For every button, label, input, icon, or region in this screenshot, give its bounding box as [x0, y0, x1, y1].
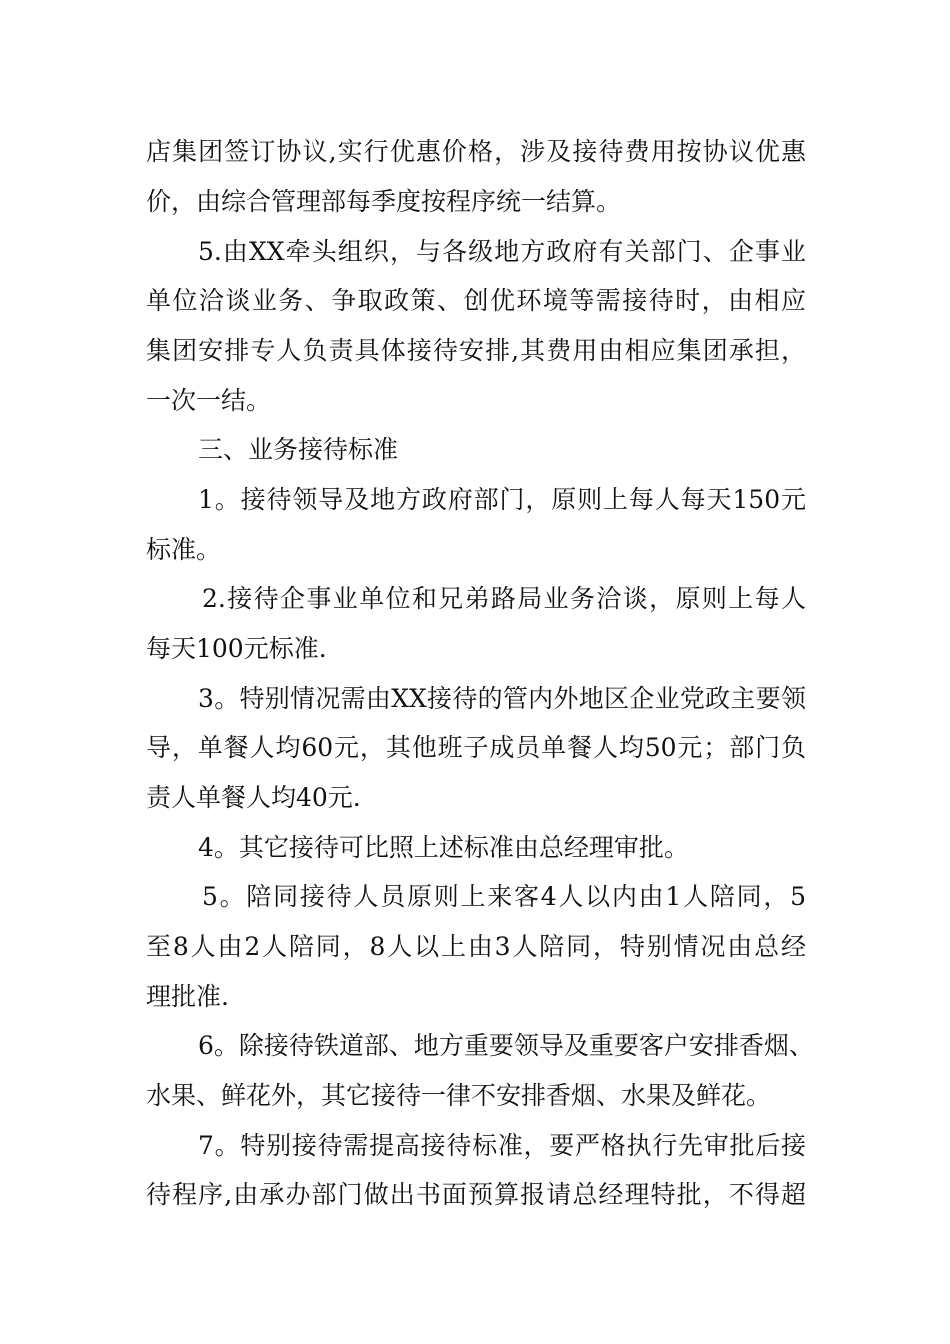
- body-text-line: 水果、鲜花外，其它接待一律不安排香烟、水果及鲜花。: [146, 1081, 772, 1110]
- section-heading: 三、业务接待标准: [198, 435, 399, 464]
- item-4-line: 4。其它接待可比照上述标准由总经理审批。: [198, 833, 689, 862]
- body-text-line: 单位洽谈业务、争取政策、创优环境等需接待时，由相应: [146, 286, 806, 315]
- body-text-line: 责人单餐人均40元.: [146, 783, 361, 812]
- body-text-line: 一次一结。: [146, 386, 272, 415]
- body-text-line: 集团安排专人负责具体接待安排,其费用由相应集团承担，: [146, 336, 806, 365]
- item-6-line: 6。除接待铁道部、地方重要领导及重要客户安排香烟、: [198, 1031, 814, 1060]
- item-1-line: 1。接待领导及地方政府部门，原则上每人每天150元: [198, 485, 806, 514]
- body-text-line: 价，由综合管理部每季度按程序统一结算。: [146, 187, 622, 216]
- item-3-line: 3。特别情况需由XX接待的管内外地区企业党政主要领: [198, 684, 806, 713]
- body-text-line: 店集团签订协议,实行优惠价格，涉及接待费用按协议优惠: [146, 137, 806, 166]
- body-text-line: 标准。: [146, 535, 222, 564]
- body-text-line: 每天100元标准.: [146, 634, 327, 663]
- item-5-line: 5。陪同接待人员原则上来客4人以内由1人陪同，5: [202, 882, 806, 911]
- item-2-line: 2.接待企事业单位和兄弟路局业务洽谈，原则上每人: [202, 584, 806, 613]
- body-text-line: 待程序,由承办部门做出书面预算报请总经理特批，不得超: [146, 1180, 806, 1209]
- item-7-line: 7。特别接待需提高接待标准，要严格执行先审批后接: [198, 1131, 806, 1160]
- body-text-line: 理批准.: [146, 982, 229, 1011]
- body-text-line: 导，单餐人均60元，其他班子成员单餐人均50元；部门负: [146, 733, 806, 762]
- paragraph-5-line: 5.由XX牵头组织，与各级地方政府有关部门、企事业: [198, 237, 806, 266]
- body-text-line: 至8人由2人陪同，8人以上由3人陪同，特别情况由总经: [146, 932, 806, 961]
